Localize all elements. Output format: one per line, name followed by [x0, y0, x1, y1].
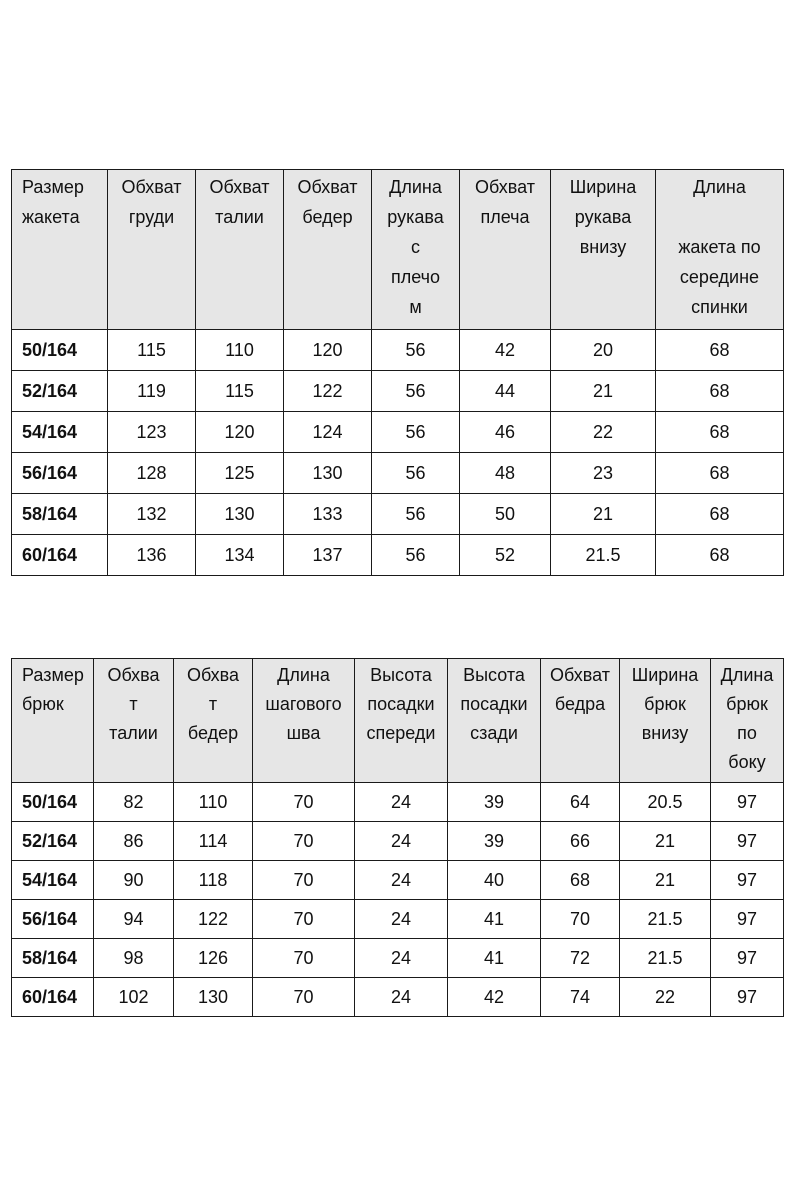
pants-header-cell: Длина брюк по боку — [711, 659, 784, 783]
value-cell: 97 — [711, 783, 784, 822]
value-cell: 137 — [284, 535, 372, 576]
value-cell: 72 — [541, 939, 620, 978]
value-cell: 68 — [656, 494, 784, 535]
value-cell: 41 — [448, 939, 541, 978]
value-cell: 39 — [448, 783, 541, 822]
value-cell: 124 — [284, 412, 372, 453]
value-cell: 130 — [196, 494, 284, 535]
value-cell: 70 — [253, 822, 355, 861]
value-cell: 21 — [620, 861, 711, 900]
value-cell: 98 — [94, 939, 174, 978]
value-cell: 50 — [460, 494, 551, 535]
value-cell: 56 — [372, 535, 460, 576]
value-cell: 21.5 — [551, 535, 656, 576]
value-cell: 21 — [551, 494, 656, 535]
value-cell: 130 — [284, 453, 372, 494]
value-cell: 56 — [372, 330, 460, 371]
size-cell: 56/164 — [12, 900, 94, 939]
value-cell: 68 — [656, 412, 784, 453]
value-cell: 21 — [620, 822, 711, 861]
jacket-header-cell: Обхват талии — [196, 170, 284, 330]
value-cell: 68 — [656, 330, 784, 371]
table-row — [12, 861, 784, 900]
value-cell: 56 — [372, 371, 460, 412]
value-cell: 66 — [541, 822, 620, 861]
jacket-header-cell: Обхват плеча — [460, 170, 551, 330]
value-cell: 70 — [253, 900, 355, 939]
pants-header-cell: Обхва т бедер — [174, 659, 253, 783]
jacket-header-cell: Обхват груди — [108, 170, 196, 330]
value-cell: 126 — [174, 939, 253, 978]
value-cell: 48 — [460, 453, 551, 494]
table-row — [12, 978, 784, 1017]
size-cell: 52/164 — [12, 822, 94, 861]
pants-header-cell: Высота посадки спереди — [355, 659, 448, 783]
value-cell: 86 — [94, 822, 174, 861]
value-cell: 39 — [448, 822, 541, 861]
value-cell: 120 — [284, 330, 372, 371]
value-cell: 134 — [196, 535, 284, 576]
value-cell: 133 — [284, 494, 372, 535]
table-row — [12, 412, 784, 453]
value-cell: 24 — [355, 783, 448, 822]
size-cell: 58/164 — [12, 939, 94, 978]
value-cell: 70 — [541, 900, 620, 939]
value-cell: 44 — [460, 371, 551, 412]
jacket-header-cell: Обхват бедер — [284, 170, 372, 330]
size-cell: 54/164 — [12, 861, 94, 900]
pants-header-cell: Обхват бедра — [541, 659, 620, 783]
value-cell: 130 — [174, 978, 253, 1017]
value-cell: 24 — [355, 939, 448, 978]
value-cell: 42 — [448, 978, 541, 1017]
value-cell: 23 — [551, 453, 656, 494]
table-row — [12, 535, 784, 576]
pants-header-cell: Длина шагового шва — [253, 659, 355, 783]
value-cell: 125 — [196, 453, 284, 494]
value-cell: 68 — [656, 371, 784, 412]
jacket-size-table — [11, 169, 784, 576]
value-cell: 42 — [460, 330, 551, 371]
value-cell: 115 — [108, 330, 196, 371]
value-cell: 94 — [94, 900, 174, 939]
value-cell: 70 — [253, 783, 355, 822]
value-cell: 24 — [355, 978, 448, 1017]
pants-header-cell: Обхва т талии — [94, 659, 174, 783]
value-cell: 70 — [253, 939, 355, 978]
table-row — [12, 453, 784, 494]
value-cell: 68 — [656, 535, 784, 576]
jacket-header-cell: Размер жакета — [12, 170, 108, 330]
size-cell: 56/164 — [12, 453, 108, 494]
value-cell: 24 — [355, 900, 448, 939]
value-cell: 21 — [551, 371, 656, 412]
size-cell: 52/164 — [12, 371, 108, 412]
jacket-header-cell: Длина рукава с плечо м — [372, 170, 460, 330]
size-cell: 50/164 — [12, 330, 108, 371]
value-cell: 122 — [284, 371, 372, 412]
value-cell: 122 — [174, 900, 253, 939]
jacket-header-cell: Ширина рукава внизу — [551, 170, 656, 330]
jacket-header-cell: Длина жакета по середине спинки — [656, 170, 784, 330]
jacket-header-row — [12, 170, 784, 330]
table-row — [12, 330, 784, 371]
value-cell: 22 — [620, 978, 711, 1017]
value-cell: 70 — [253, 861, 355, 900]
table-row — [12, 822, 784, 861]
value-cell: 114 — [174, 822, 253, 861]
size-cell: 50/164 — [12, 783, 94, 822]
value-cell: 97 — [711, 822, 784, 861]
value-cell: 97 — [711, 939, 784, 978]
pants-header-row — [12, 659, 784, 783]
value-cell: 21.5 — [620, 900, 711, 939]
table-row — [12, 939, 784, 978]
value-cell: 102 — [94, 978, 174, 1017]
pants-size-table — [11, 658, 784, 1017]
value-cell: 64 — [541, 783, 620, 822]
value-cell: 46 — [460, 412, 551, 453]
size-cell: 54/164 — [12, 412, 108, 453]
value-cell: 56 — [372, 453, 460, 494]
value-cell: 82 — [94, 783, 174, 822]
size-cell: 60/164 — [12, 535, 108, 576]
table-row — [12, 494, 784, 535]
value-cell: 21.5 — [620, 939, 711, 978]
value-cell: 97 — [711, 900, 784, 939]
value-cell: 24 — [355, 822, 448, 861]
value-cell: 20 — [551, 330, 656, 371]
value-cell: 68 — [541, 861, 620, 900]
value-cell: 119 — [108, 371, 196, 412]
pants-header-cell: Ширина брюк внизу — [620, 659, 711, 783]
value-cell: 41 — [448, 900, 541, 939]
size-cell: 60/164 — [12, 978, 94, 1017]
value-cell: 97 — [711, 978, 784, 1017]
table-row — [12, 900, 784, 939]
value-cell: 20.5 — [620, 783, 711, 822]
value-cell: 110 — [196, 330, 284, 371]
pants-header-cell: Высота посадки сзади — [448, 659, 541, 783]
value-cell: 22 — [551, 412, 656, 453]
value-cell: 70 — [253, 978, 355, 1017]
value-cell: 120 — [196, 412, 284, 453]
value-cell: 56 — [372, 494, 460, 535]
value-cell: 118 — [174, 861, 253, 900]
value-cell: 52 — [460, 535, 551, 576]
value-cell: 56 — [372, 412, 460, 453]
value-cell: 128 — [108, 453, 196, 494]
value-cell: 24 — [355, 861, 448, 900]
value-cell: 123 — [108, 412, 196, 453]
value-cell: 74 — [541, 978, 620, 1017]
value-cell: 115 — [196, 371, 284, 412]
table-row — [12, 371, 784, 412]
value-cell: 110 — [174, 783, 253, 822]
value-cell: 90 — [94, 861, 174, 900]
size-cell: 58/164 — [12, 494, 108, 535]
pants-header-cell: Размер брюк — [12, 659, 94, 783]
value-cell: 97 — [711, 861, 784, 900]
value-cell: 136 — [108, 535, 196, 576]
table-row — [12, 783, 784, 822]
value-cell: 132 — [108, 494, 196, 535]
value-cell: 40 — [448, 861, 541, 900]
value-cell: 68 — [656, 453, 784, 494]
